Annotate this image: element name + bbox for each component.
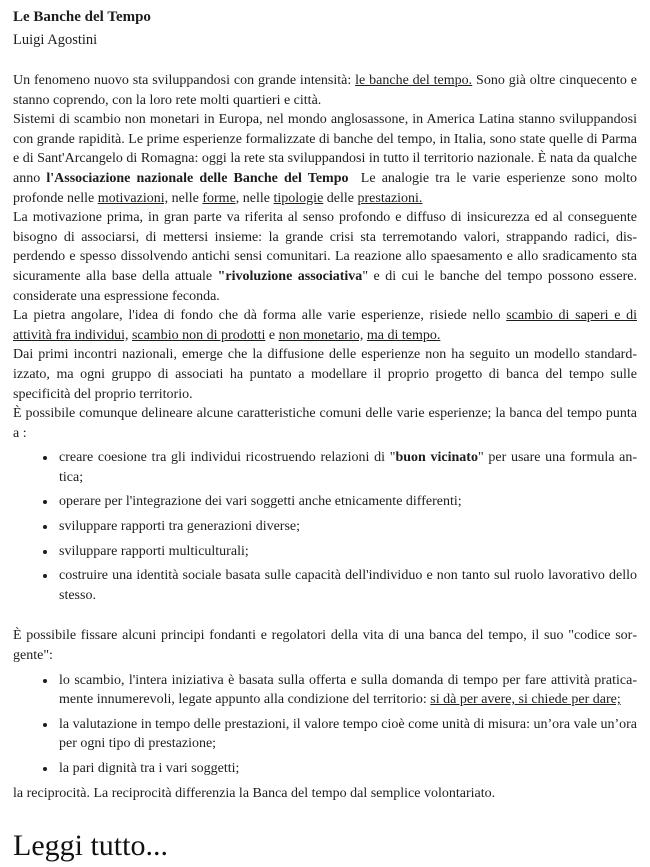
- list-item: [57, 492, 637, 512]
- text-segment: Le analogie tra le varie esperienze sono molto profonde nelle: [13, 170, 637, 206]
- list-item: [57, 566, 637, 605]
- paragraph: [13, 404, 637, 443]
- text-segment: motivazioni,: [97, 190, 169, 206]
- text-segment: La pietra angolare, l'idea di fondo che dà forma alle varie esperienze, risiede nello: [13, 308, 507, 324]
- text-segment: prestazioni.: [357, 190, 423, 206]
- page-title: Le Banche del Tempo: [13, 9, 151, 25]
- read-more-link[interactable]: Leggi tutto...: [13, 829, 168, 863]
- text-segment: si dà per avere, si chiede per dare;: [430, 692, 621, 708]
- text-segment: la pari dignità tra i vari soggetti;: [59, 761, 240, 776]
- text-segment: Sistemi di scambio non monetari in Europa, nel mondo anglosassone, in America Latina stanno sviluppandosi con grande rapidità. Le prime esperienze formalizzate di banche del tempo, in Italia, sono state quelle di Parma e di Sant'Arcangelo di Romagna: oggi la rete sta sviluppandosi in tutto il territorio nazionale. È nata da qualche anno: [13, 112, 637, 186]
- text-segment: ma di tempo.: [366, 327, 441, 343]
- text-segment: sviluppare rapporti multiculturali;: [59, 543, 249, 559]
- text-segment: tipologie: [273, 190, 324, 206]
- list-item: [57, 517, 637, 537]
- paragraph: [13, 345, 637, 404]
- author-line: Luigi Agostini: [13, 32, 98, 48]
- list-item: [57, 448, 637, 487]
- paragraph: [13, 784, 637, 804]
- text-segment: la reciprocità. La reciprocità differenzia la Banca del tempo dal semplice volontariato.: [13, 785, 496, 801]
- list-item: [57, 759, 637, 779]
- text-segment: Dai primi incontri nazionali, emerge che la diffusione delle esperienze non ha seguito un modello standardizzato, ma ogni gruppo di associati ha puntato a modellare il proprio progetto di banca del tempo sulle specificità del proprio territorio.: [13, 347, 637, 402]
- text-segment: scambio di saperi e di attività fra individui,: [13, 308, 637, 343]
- text-segment: non monetario,: [278, 327, 364, 343]
- paragraph: [13, 208, 637, 306]
- list-item: [57, 671, 637, 710]
- text-segment: Un fenomeno nuovo sta sviluppandosi con grande intensità:: [13, 73, 356, 88]
- text-segment: l'Associazione nazionale delle Banche del Tempo: [46, 170, 349, 186]
- bullet-list: [13, 448, 637, 605]
- text-segment: sviluppare rapporti tra generazioni diverse;: [59, 519, 301, 535]
- text-segment: È possibile comunque delineare alcune caratteristiche comuni delle varie esperienze; la banca del tempo punta a :: [13, 406, 637, 441]
- text-segment: creare coesione tra gli individui ricostruendo relazioni di ": [59, 450, 396, 466]
- list-item: [57, 542, 637, 562]
- text-segment: e: [265, 327, 279, 343]
- paragraph: [13, 71, 637, 110]
- text-segment: scambio non di prodotti: [131, 327, 266, 343]
- text-segment: Sono già oltre cinquecento e stanno coprendo, con la loro rete molti quartieri e città.: [13, 73, 637, 108]
- text-segment: operare per l'integrazione dei vari soggetti anche etnicamente differenti;: [59, 494, 462, 510]
- text-segment: costruire una identità sociale basata sulle capacità dell'individuo e non tanto sul ruolo lavorativo dello stesso.: [59, 568, 637, 603]
- text-segment: delle: [323, 190, 358, 206]
- text-segment: forme,: [202, 190, 240, 206]
- text-segment: " per usare una formula antica;: [59, 450, 638, 485]
- document-body: [13, 71, 637, 803]
- paragraph: [13, 306, 637, 345]
- text-segment: buon vicinato: [395, 450, 478, 466]
- text-segment: È possibile fissare alcuni principi fondanti e regolatori della vita di una banca del tempo, il suo "codice sorgente":: [13, 628, 637, 664]
- text-segment: lo scambio, l'intera iniziativa è basata sulla offerta e sulla domanda di tempo per fare attività praticamente innumerevoli, legate appunto alla condizione del territorio:: [59, 672, 637, 708]
- list-item: [57, 715, 637, 754]
- text-segment: nelle: [239, 190, 274, 206]
- text-segment: le banche del tempo.: [355, 73, 473, 88]
- paragraph: [13, 110, 637, 208]
- paragraph: [13, 626, 637, 665]
- text-segment: la valutazione in tempo delle prestazioni, il valore tempo cioè come unità di misura: un’ora vale un’ora per ogni tipo di prestazione;: [59, 716, 637, 752]
- bullet-list: [13, 671, 637, 779]
- text-segment: "rivoluzione associativa: [217, 268, 363, 284]
- text-segment: La motivazione prima, in gran parte va riferita al senso profondo e diffuso di insicurezza ed al conseguente bisogno di associarsi, di mettersi insieme: la grande crisi sta terremotando valori, strappando radici, disperdendo e spesso dissolvendo antichi sensi comunitari. La reazione allo spaesamento e allo sradicamento sta sicuramente alla base della attuale: [13, 210, 637, 284]
- text-segment: " e di cui le banche del tempo possono essere. considerate una espressione feconda.: [13, 268, 637, 304]
- text-segment: nelle: [168, 190, 203, 206]
